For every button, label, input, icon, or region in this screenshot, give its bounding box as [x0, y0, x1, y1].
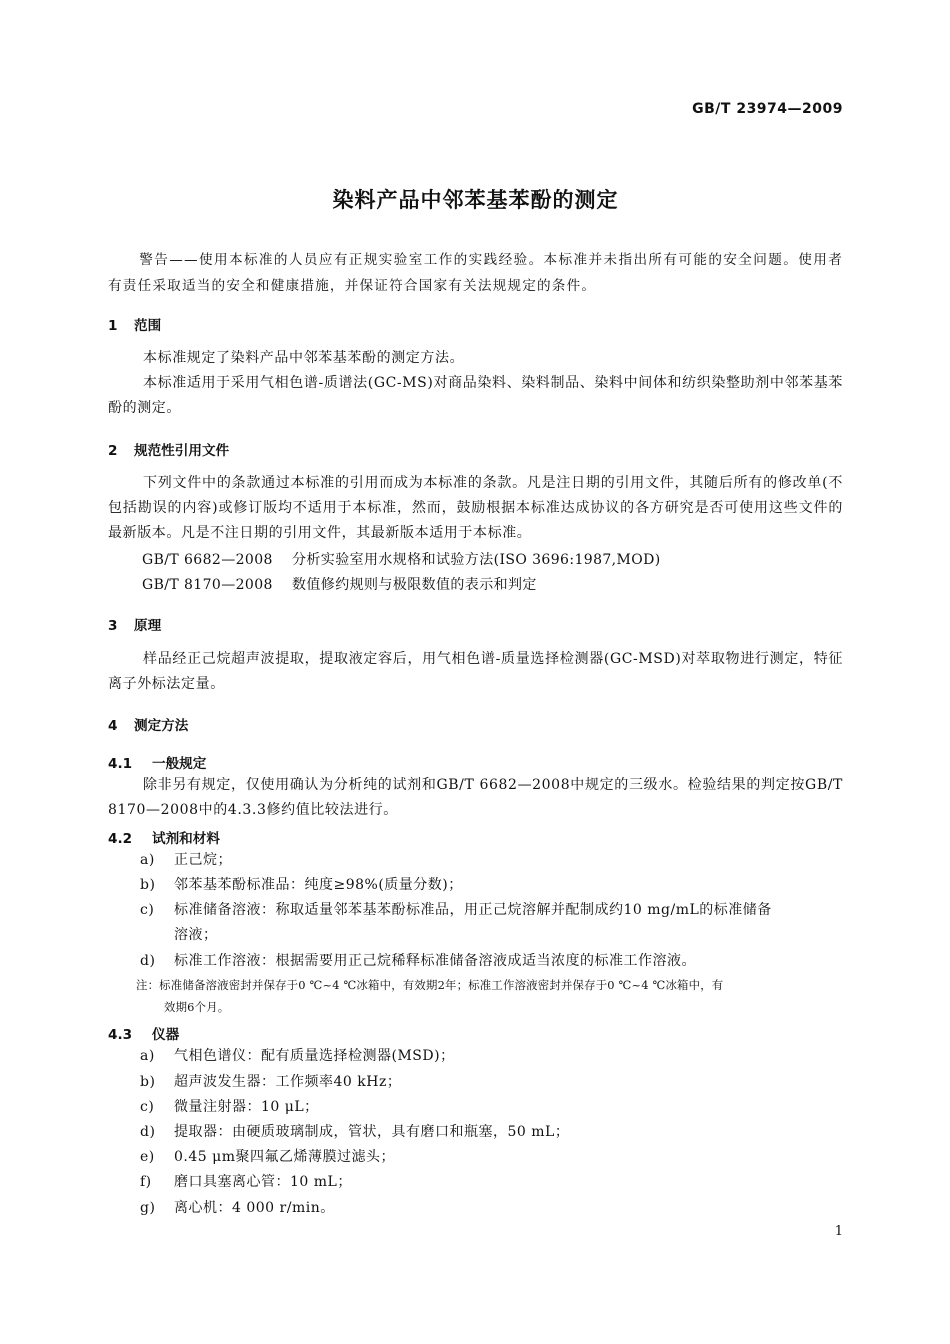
- document-page: [108, 0, 843, 1344]
- section-3-heading: 3 原理: [108, 618, 162, 634]
- list-item: f) 磨口具塞离心管：10 mL；: [140, 1174, 352, 1190]
- subsection-4-2-heading: 4.2 试剂和材料: [108, 831, 220, 847]
- page-number: 1: [834, 1224, 843, 1239]
- warning-paragraph: 警告——使用本标准的人员应有正规实验室工作的实践经验。本标准并未指出所有可能的安全问题。使用者有责任采取适当的安全和健康措施，并保证符合国家有关法规规定的条件。: [108, 252, 843, 294]
- note: 注：标准储备溶液密封并保存于0 ℃~4 ℃冰箱中，有效期2年；标准工作溶液密封并保存于0 ℃~4 ℃冰箱中，有 效期6个月。: [136, 978, 724, 1014]
- list-item: a) 气相色谱仪：配有质量选择检测器(MSD)；: [140, 1048, 455, 1064]
- section-2-paragraph-1: 下列文件中的条款通过本标准的引用而成为本标准的条款。凡是注日期的引用文件，其随后所有的修改单(不包括勘误的内容)或修订版均不适用于本标准，然而，鼓励根据本标准达成协议的各方研究是否可使用这些文件的最新版本。凡是不注日期的引用文件，其最新版本适用于本标准。: [108, 475, 843, 541]
- subsection-4-3-heading: 4.3 仪器: [108, 1027, 180, 1043]
- list-item: c) 微量注射器：10 μL；: [140, 1099, 319, 1115]
- section-1-heading: 1 范围: [108, 318, 162, 334]
- subsection-4-1-paragraph: 除非另有规定，仅使用确认为分析纯的试剂和GB/T 6682—2008中规定的三级水。检验结果的判定按GB/T 8170—2008中的4.3.3修约值比较法进行。: [108, 777, 843, 818]
- section-1-paragraph-1: 本标准规定了染料产品中邻苯基苯酚的测定方法。: [143, 350, 465, 366]
- document-title: 染料产品中邻苯基苯酚的测定: [332, 188, 619, 212]
- list-item: a) 正己烷；: [140, 852, 232, 868]
- list-item: b) 邻苯基苯酚标准品：纯度≥98%(质量分数)；: [140, 877, 463, 893]
- normative-reference: GB/T 6682—2008 分析实验室用水规格和试验方法(ISO 3696:1987,MOD): [142, 552, 661, 568]
- section-3-paragraph-1: 样品经正己烷超声波提取，提取液定容后，用气相色谱-质量选择检测器(GC-MSD)对萃取物进行测定，特征离子外标法定量。: [108, 651, 843, 692]
- list-item: c) 标准储备溶液：称取适量邻苯基苯酚标准品，用正己烷溶解并配制成约10 mg/mL的标准储备 溶液；: [140, 902, 772, 943]
- list-item: d) 标准工作溶液：根据需要用正己烷稀释标准储备溶液成适当浓度的标准工作溶液。: [140, 953, 696, 969]
- list-item: e) 0.45 μm聚四氟乙烯薄膜过滤头；: [140, 1149, 395, 1165]
- section-4-heading: 4 测定方法: [108, 718, 189, 734]
- normative-reference: GB/T 8170—2008 数值修约规则与极限数值的表示和判定: [142, 577, 537, 593]
- standard-code-header: GB/T 23974—2009: [692, 101, 843, 117]
- list-item: g) 离心机：4 000 r/min。: [140, 1200, 335, 1216]
- list-item: d) 提取器：由硬质玻璃制成，管状，具有磨口和瓶塞，50 mL；: [140, 1124, 570, 1140]
- subsection-4-1-heading: 4.1 一般规定: [108, 756, 207, 772]
- section-1-paragraph-2: 本标准适用于采用气相色谱-质谱法(GC-MS)对商品染料、染料制品、染料中间体和纺织染整助剂中邻苯基苯酚的测定。: [108, 375, 843, 416]
- section-2-heading: 2 规范性引用文件: [108, 443, 230, 459]
- list-item: b) 超声波发生器：工作频率40 kHz；: [140, 1074, 402, 1090]
